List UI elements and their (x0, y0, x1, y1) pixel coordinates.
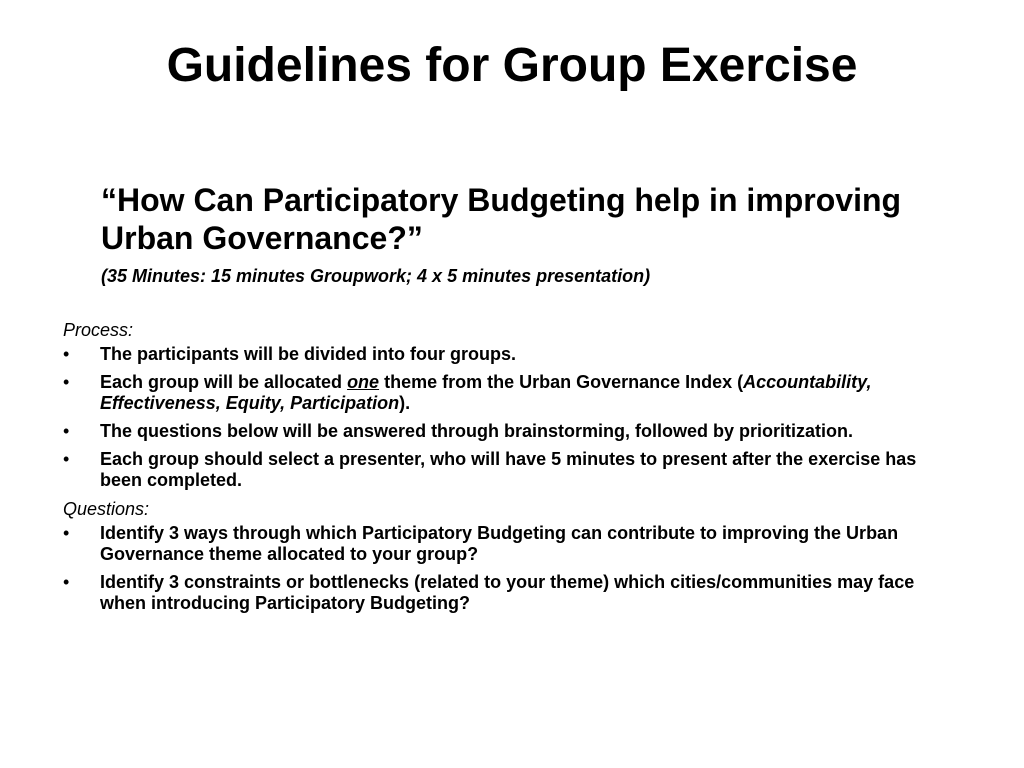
list-item-text: Identify 3 constraints or bottlenecks (related to your theme) which cities/communities may face when introducing Participatory Budgeting? (100, 572, 915, 613)
slide-title: Guidelines for Group Exercise (166, 39, 858, 92)
process-list (63, 344, 963, 491)
process-heading: Process: (63, 320, 134, 340)
bullet-icon: • (63, 344, 70, 364)
theme-names: Accountability, Effectiveness, Equity, Participation (100, 372, 872, 413)
questions-list (63, 523, 963, 614)
list-item-text-start: Each group will be allocated (100, 372, 348, 392)
list-item-text-end: ). (399, 393, 411, 413)
guidelines-body (63, 319, 963, 621)
list-item (63, 344, 963, 365)
list-item-text: Identify 3 ways through which Participatory Budgeting can contribute to improving the Urban Governance theme allocated to your group? (100, 523, 899, 564)
list-item-text: The participants will be divided into four groups. (100, 344, 517, 364)
bullet-icon: • (63, 372, 70, 392)
questions-heading: Questions: (63, 499, 150, 519)
bullet-icon: • (63, 523, 70, 543)
list-item (63, 449, 963, 491)
list-item (63, 523, 963, 565)
list-item (63, 372, 963, 414)
bullet-icon: • (63, 449, 70, 469)
emphasis-one: one (347, 372, 380, 392)
bullet-icon: • (63, 421, 70, 441)
exercise-timing: (35 Minutes: 15 minutes Groupwork; 4 x 5 minutes presentation) (101, 266, 651, 286)
list-item (63, 572, 963, 614)
bullet-icon: • (63, 572, 70, 592)
list-item-text-middle: theme from the Urban Governance Index ( (379, 372, 744, 392)
list-item-text: Each group should select a presenter, who will have 5 minutes to present after the exercise has been completed. (100, 449, 917, 490)
list-item (63, 421, 963, 442)
list-item-text: The questions below will be answered through brainstorming, followed by prioritization. (100, 421, 854, 441)
exercise-question: “How Can Participatory Budgeting help in improving Urban Governance?” (101, 182, 902, 256)
